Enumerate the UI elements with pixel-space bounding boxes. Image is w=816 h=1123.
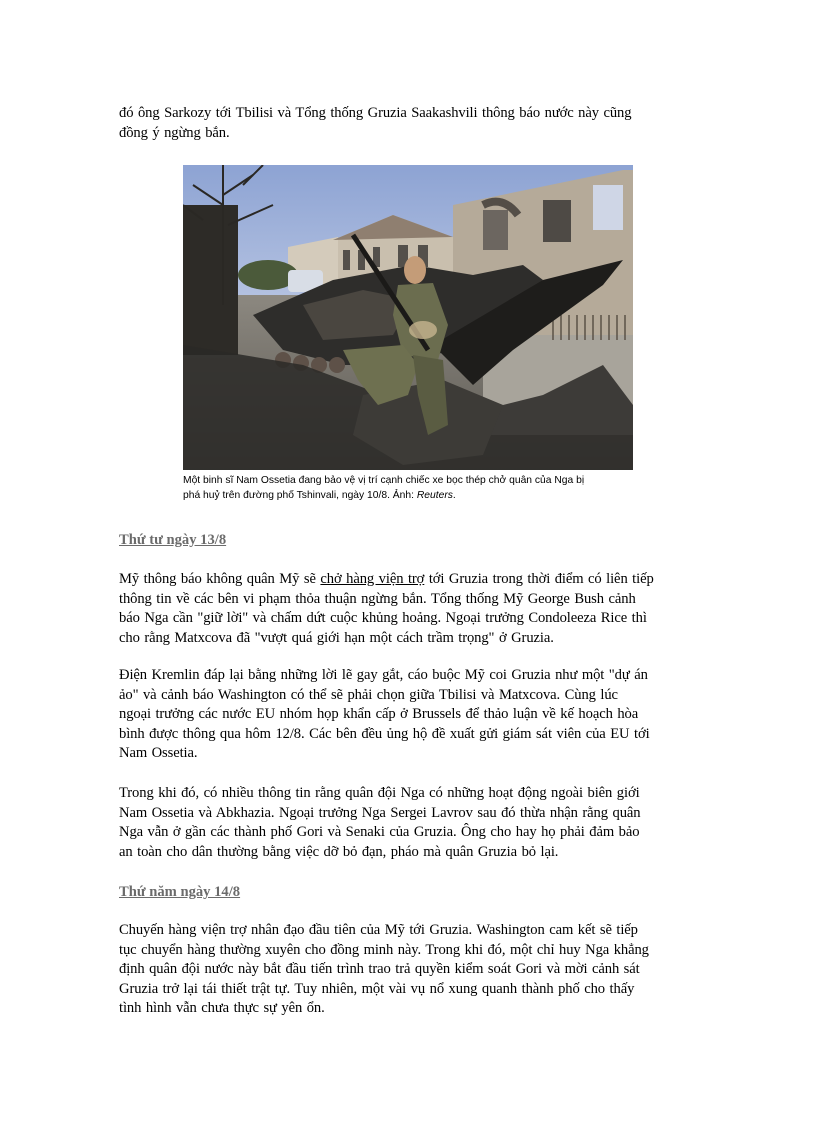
text-line: Nam Ossetia và Abkhazia. Ngoại trưởng Nga Sergei Lavrov sau đó thừa nhận rằng quân (119, 804, 641, 821)
section-heading-wednesday: Thứ tư ngày 13/8 (119, 532, 227, 548)
text-line: Chuyến hàng viện trợ nhân đạo đầu tiên của Mỹ tới Gruzia. Washington cam kết sẽ tiếp (119, 922, 638, 938)
text-line: cho rằng Matxcova đã "vượt quá giới hạn một cách trầm trọng" ở Gruzia. (119, 629, 554, 646)
paragraph (119, 570, 699, 648)
caption-text: . (452, 489, 456, 501)
text-line: định quân đội nước này bắt đầu tiến trình trao trả quyền kiểm soát Gori và mời cảnh sát (119, 961, 640, 977)
text-line: ngoại trưởng các nước EU nhóm họp khẩn cấp ở Brussels để thảo luận về kế hoạch hòa (119, 706, 639, 722)
news-photo (183, 165, 633, 470)
caption-text: phá huỷ trên đường phố Tshinvali, ngày 10/8. Ảnh: (183, 489, 417, 501)
paragraph (119, 921, 699, 1019)
paragraph (119, 666, 699, 764)
text-line (119, 570, 699, 590)
text-line: đó ông Sarkozy tới Tbilisi và Tổng thống Gruzia Saakashvili thông báo nước này cũng (119, 105, 632, 121)
photo-illustration (183, 165, 633, 470)
text-line: thông tin về các bên vi phạm thỏa thuận ngừng bắn. Tổng thống Mỹ George Bush cảnh (119, 590, 636, 607)
text-line: ảo" và cảnh báo Washington có thể sẽ phải chọn giữa Tbilisi và Matxcova. Cùng lúc (119, 686, 618, 703)
photo-caption (183, 474, 643, 503)
text-line: đồng ý ngừng bắn. (119, 124, 230, 141)
text-line: Trong khi đó, có nhiều thông tin rằng quân đội Nga có những hoạt động ngoài biên giới (119, 785, 640, 801)
caption-line (183, 489, 643, 504)
paragraph (119, 784, 699, 862)
intro-paragraph (119, 104, 699, 143)
text-line: báo Nga cần "giữ lời" và chấm dứt cuộc khủng hoảng. Ngoại trưởng Condoleeza Rice thì (119, 610, 647, 626)
text-segment: Mỹ thông báo không quân Mỹ sẽ (119, 571, 321, 587)
text-segment: tới Gruzia trong thời điểm có liên tiếp (424, 571, 654, 587)
caption-line: Một binh sĩ Nam Ossetia đang bảo vệ vị trí cạnh chiếc xe bọc thép chở quân của Nga bị (183, 475, 585, 486)
text-line: Nga vẫn ở gần các thành phố Gori và Senaki của Gruzia. Ông cho hay họ phải đảm bảo (119, 824, 640, 840)
text-line: Điện Kremlin đáp lại bằng những lời lẽ gay gắt, cáo buộc Mỹ coi Gruzia như một "dự án (119, 667, 648, 683)
photo-credit: Reuters (416, 489, 453, 501)
text-line: tục chuyển hàng thường xuyên cho đồng minh này. Trong khi đó, một chỉ huy Nga khẳng (119, 941, 649, 958)
aid-delivery-link[interactable]: chở hàng viện trợ (320, 571, 425, 587)
text-line: bình được thông qua hôm 12/8. Các bên đều ủng hộ đề xuất gửi giám sát viên của EU tới (119, 725, 650, 742)
text-line: Nam Ossetia. (119, 745, 198, 761)
text-line: tình hình vẫn chưa thực sự yên ổn. (119, 1000, 325, 1016)
text-line: Gruzia trở lại tái thiết trật tự. Tuy nhiên, một vài vụ nổ xung quanh thành phố cho thấy (119, 980, 635, 997)
section-heading-thursday: Thứ năm ngày 14/8 (119, 884, 241, 900)
text-line: an toàn cho dân thường bằng việc dỡ bỏ đạn, pháo mà quân Gruzia bỏ lại. (119, 843, 559, 860)
